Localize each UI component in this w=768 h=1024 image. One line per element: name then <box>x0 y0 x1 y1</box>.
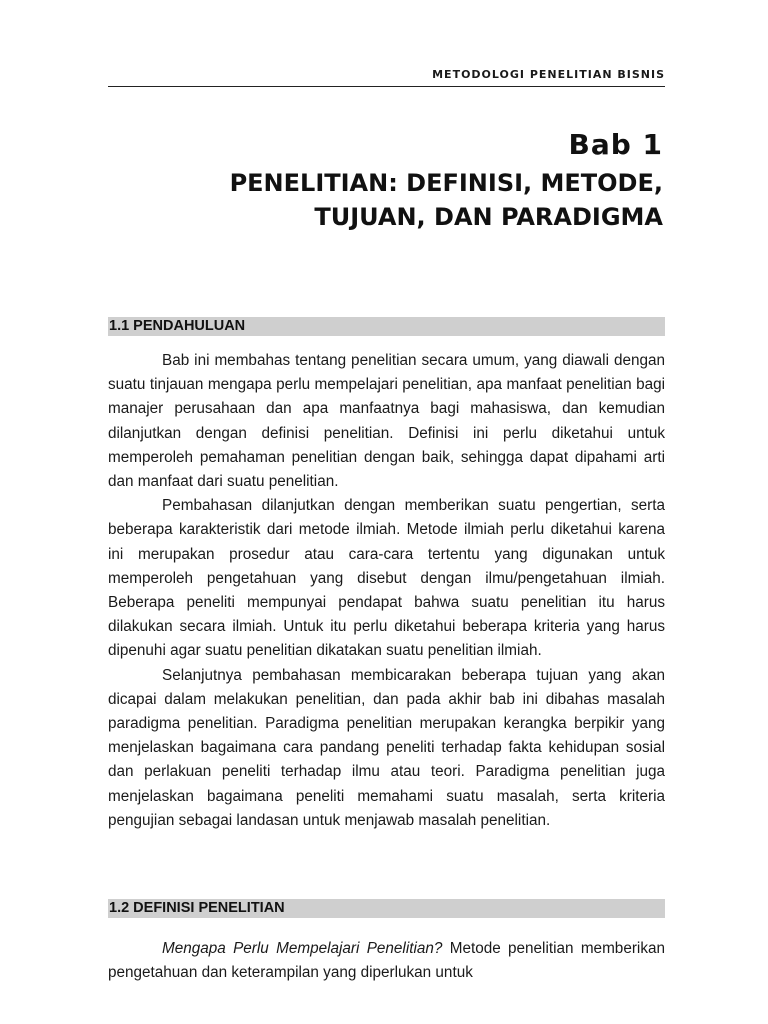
section-heading: 1.1 PENDAHULUAN <box>108 317 665 336</box>
paragraph-text: Metode penelitian memberikan pengetahuan dan keterampilan yang diperlukan untuk <box>108 940 665 982</box>
header-rule <box>108 86 665 87</box>
section-heading: 1.2 DEFINISI PENELITIAN <box>108 899 665 918</box>
chapter-title-line: TUJUAN, DAN PARADIGMA <box>314 203 663 231</box>
paragraph <box>108 937 665 985</box>
paragraph: Bab ini membahas tentang penelitian secara umum, yang diawali dengan suatu tinjauan mengapa perlu mempelajari penelitian, apa manfaat penelitian bagi manajer perusahaan dan apa manfaatnya bagi mahasiswa, dan kemudian dilanjutkan dengan definisi penelitian. Definisi ini perlu diketahui untuk memperoleh pemahaman penelitian dengan baik, sehingga dapat dipahami arti dan manfaat dari suatu penelitian. <box>108 352 665 491</box>
paragraph: Pembahasan dilanjutkan dengan memberikan suatu pengertian, serta beberapa karakteristik dari metode ilmiah. Metode ilmiah perlu diketahui karena ini merupakan prosedur atau cara-cara tertentu yang digunakan untuk memperoleh pengetahuan yang disebut dengan ilmu/pengetahuan ilmiah. Beberapa peneliti mempunyai pendapat bahwa suatu penelitian itu harus dilakukan secara ilmiah. Untuk itu perlu diketahui beberapa kriteria yang harus dipenuhi agar suatu penelitian dikatakan suatu penelitian ilmiah. <box>108 497 665 660</box>
running-header: METODOLOGI PENELITIAN BISNIS <box>432 68 665 81</box>
paragraph: Selanjutnya pembahasan membicarakan beberapa tujuan yang akan dicapai dalam melakukan penelitian, dan pada akhir bab ini dibahas masalah paradigma penelitian. Paradigma penelitian merupakan kerangka berpikir yang menjelaskan bagaimana cara pandang peneliti terhadap fakta kehidupan sosial dan perlakuan peneliti terhadap ilmu atau teori. Paradigma penelitian juga menjelaskan bagaimana peneliti memahami suatu masalah, serta kriteria pengujian sebagai landasan untuk menjawab masalah penelitian. <box>108 666 665 829</box>
chapter-title <box>230 166 663 234</box>
section-body <box>108 349 665 833</box>
section-body <box>108 937 665 985</box>
chapter-title-line: PENELITIAN: DEFINISI, METODE, <box>229 169 663 197</box>
document-page <box>108 0 665 1024</box>
italic-lead: Mengapa Perlu Mempelajari Penelitian? <box>162 940 443 957</box>
chapter-number: Bab 1 <box>568 128 663 161</box>
